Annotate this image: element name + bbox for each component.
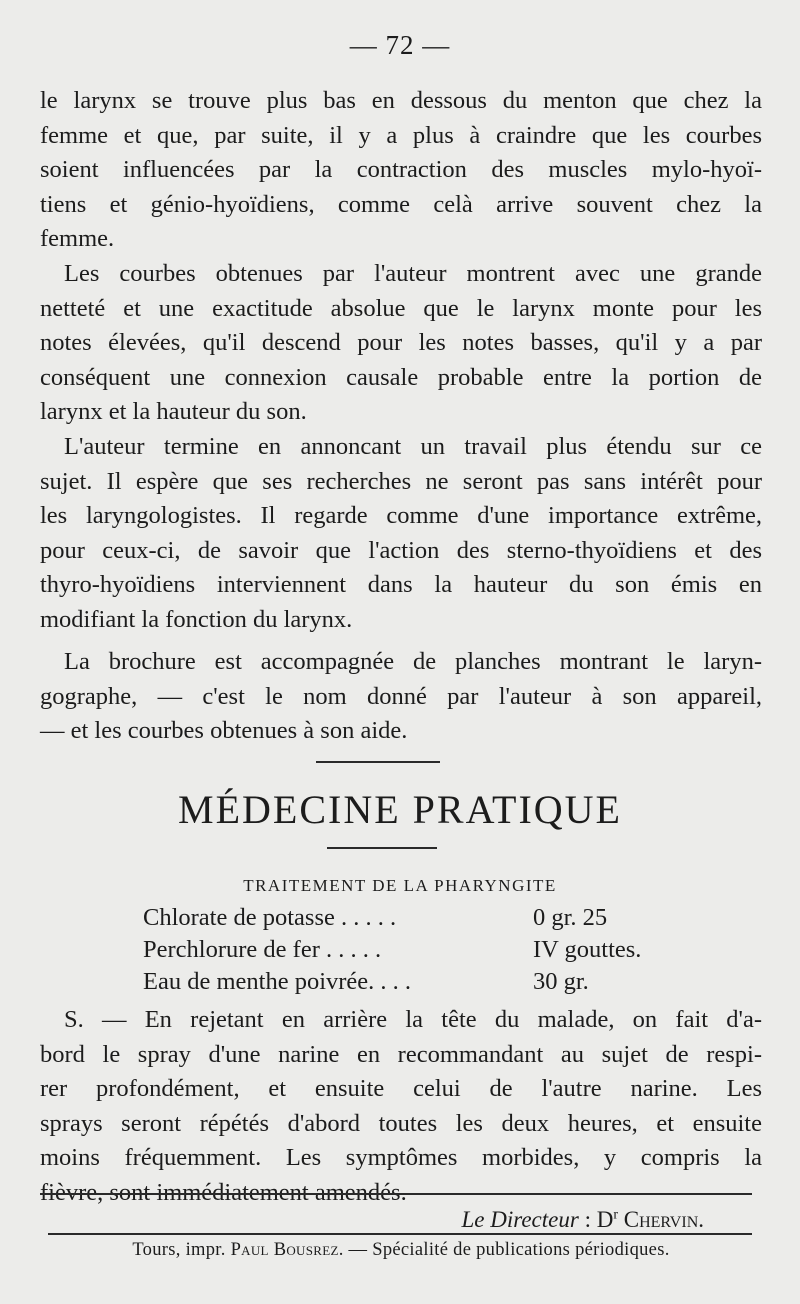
signature-name: Chervin. <box>623 1207 704 1232</box>
signature-separator: : <box>578 1207 597 1232</box>
text-line: larynx et la hauteur du son. <box>40 398 307 426</box>
paragraph-conclusion <box>40 430 762 638</box>
text-line: femme. <box>40 225 115 253</box>
signature-role: Le Directeur <box>461 1207 579 1232</box>
text-line: rer profondément, et ensuite celui de l'autre narine. Les <box>40 1075 762 1103</box>
footer-divider <box>48 1233 752 1235</box>
signature <box>461 1207 704 1233</box>
text-line: La brochure est accompagnée de planches montrant le laryn- <box>64 648 762 675</box>
printer-footer <box>50 1240 752 1261</box>
text-line: pour ceux-ci, de savoir que l'action des sterno-thyoïdiens et des <box>40 536 762 564</box>
paragraph-results <box>40 257 762 430</box>
recipe-heading: TRAITEMENT DE LA PHARYNGITE <box>243 876 557 895</box>
text-line: — et les courbes obtenues à son aide. <box>40 717 408 745</box>
text-line: conséquent une connexion causale probable entre la portion de <box>40 363 762 391</box>
text-line: S. — En rejetant en arrière la tête du malade, on fait d'a- <box>64 1006 762 1033</box>
text-line: soient influencées par la contraction des muscles mylo-hyoï- <box>40 156 762 184</box>
text-line: femme et que, par suite, il y a plus à craindre que les courbes <box>40 121 762 149</box>
text-line: notes élevées, qu'il descend pour les notes basses, qu'il y a par <box>40 329 762 357</box>
ingredient-name: Eau de menthe poivrée. . . . <box>143 968 412 995</box>
page-number: — 72 — <box>349 30 451 60</box>
text-line: thyro-hyoïdiens interviennent dans la hauteur du son émis en <box>40 571 762 599</box>
section-divider-top <box>316 761 440 763</box>
ingredient-quantity: IV gouttes. <box>533 936 642 963</box>
signature-divider <box>40 1193 752 1195</box>
ingredient-quantity: 30 gr. <box>533 968 589 995</box>
footer-prefix: Tours, impr. <box>132 1240 231 1260</box>
footer-printer: Paul Bousrez. <box>230 1240 344 1260</box>
recipe-item <box>143 966 703 998</box>
text-line: gographe, — c'est le nom donné par l'auteur à son appareil, <box>40 682 762 710</box>
text-line: sprays seront répétés d'abord toutes les deux heures, et ensuite <box>40 1109 762 1137</box>
text-line: moins fréquemment. Les symptômes morbides, y compris la <box>40 1144 762 1172</box>
ingredient-name: Perchlorure de fer . . . . . <box>143 936 382 963</box>
text-line: sujet. Il espère que ses recherches ne seront pas sans intérêt pour <box>40 467 762 495</box>
paragraph-instructions <box>40 1003 762 1211</box>
text-line: fièvre, sont immédiatement amendés. <box>40 1178 407 1206</box>
text-line: les laryngologistes. Il regarde comme d'une importance extrême, <box>40 502 762 530</box>
section-divider-bottom <box>327 847 437 849</box>
text-line: le larynx se trouve plus bas en dessous du menton que chez la <box>40 87 762 114</box>
section-title: MÉDECINE PRATIQUE <box>178 787 622 832</box>
recipe-list <box>143 902 703 998</box>
footer-suffix: — Spécialité de publications périodiques. <box>343 1240 670 1260</box>
recipe-item <box>143 934 703 966</box>
text-line: bord le spray d'une narine en recommandant au sujet de respi- <box>40 1040 762 1068</box>
recipe-item <box>143 902 703 934</box>
signature-title-sup: r <box>613 1207 618 1223</box>
text-line: tiens et génio-hyoïdiens, comme celà arrive souvent chez la <box>40 190 762 218</box>
paragraph-continuation <box>40 84 762 257</box>
paragraph-brochure <box>40 645 762 749</box>
text-line: L'auteur termine en annoncant un travail plus étendu sur ce <box>64 433 762 460</box>
text-line: modifiant la fonction du larynx. <box>40 605 353 633</box>
text-line: netteté et une exactitude absolue que le larynx monte pour les <box>40 294 762 322</box>
ingredient-quantity: 0 gr. 25 <box>533 904 608 931</box>
ingredient-name: Chlorate de potasse . . . . . <box>143 904 397 931</box>
signature-title: D <box>596 1207 614 1232</box>
text-line: Les courbes obtenues par l'auteur montrent avec une grande <box>64 260 762 287</box>
